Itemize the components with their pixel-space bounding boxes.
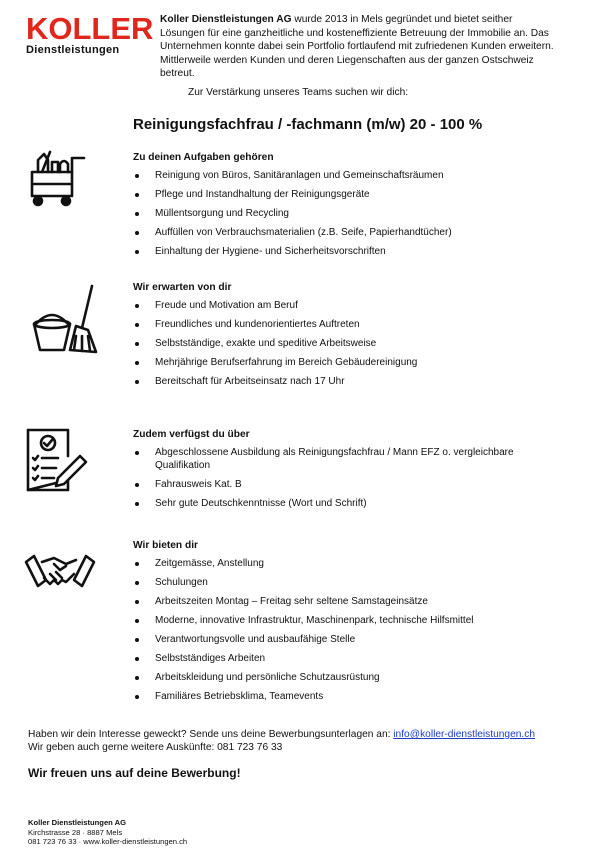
list-item: Auffüllen von Verbrauchsmaterialien (z.B. Seife, Papierhandtücher) <box>133 226 573 239</box>
company-logo <box>26 11 154 56</box>
list-item: Reinigung von Büros, Sanitäranlagen und Gemeinschaftsräumen <box>133 169 573 182</box>
section-heading: Zu deinen Aufgaben gehören <box>133 152 274 163</box>
list-item: Müllentsorgung und Recycling <box>133 207 573 220</box>
list-item: Mehrjährige Berufserfahrung im Bereich Gebäudereinigung <box>133 356 573 369</box>
list-item: Abgeschlossene Ausbildung als Reinigungsfachfrau / Mann EFZ o. vergleichbare Qualifikation <box>133 446 573 472</box>
list-item: Freude und Motivation am Beruf <box>133 299 573 312</box>
company-address-block <box>28 818 187 847</box>
contact-line-1 <box>28 728 588 741</box>
list-item: Pflege und Instandhaltung der Reinigungsgeräte <box>133 188 573 201</box>
section-tasks <box>133 152 573 264</box>
list-item: Familiäres Betriebsklima, Teamevents <box>133 690 573 703</box>
list-item: Arbeitszeiten Montag – Freitag sehr seltene Samstageinsätze <box>133 595 573 608</box>
list-item: Zeitgemässe, Anstellung <box>133 557 573 570</box>
list-item: Schulungen <box>133 576 573 589</box>
intro-paragraph <box>160 13 556 81</box>
list-item: Moderne, innovative Infrastruktur, Maschinenpark, technische Hilfsmittel <box>133 614 573 627</box>
contact-invite-text: Haben wir dein Interesse geweckt? Sende uns deine Bewerbungsunterlagen an: <box>28 729 394 740</box>
list-item: Freundliches und kundenorientiertes Auftreten <box>133 318 573 331</box>
checklist-icon <box>24 426 88 494</box>
benefits-list <box>133 557 573 703</box>
job-title: Reinigungsfachfrau / -fachmann (m/w) 20 - 100 % <box>133 116 483 133</box>
bucket-broom-icon <box>30 284 102 356</box>
section-heading: Wir erwarten von dir <box>133 282 232 293</box>
intro-text: wurde 2013 in Mels gegründet und bietet seither Lösungen für eine ganzheitliche und kosteneffiziente Betreuung der Immobilie an. Das Unternehmen konnte dabei sein Portfolio fortlaufend mit zufriedenen Kunden erweitern. Mittlerweile werden Kunden und deren Liegenschaften aus der ganzen Ostschweiz betreut. <box>160 14 554 79</box>
list-item: Arbeitskleidung und persönliche Schutzausrüstung <box>133 671 573 684</box>
company-contact: 081 723 76 33 · www.koller-dienstleistungen.ch <box>28 837 188 846</box>
list-item: Fahrausweis Kat. B <box>133 478 573 491</box>
handshake-icon <box>24 550 96 590</box>
section-qualifications <box>133 429 573 516</box>
section-heading: Wir bieten dir <box>133 540 198 551</box>
search-line: Zur Verstärkung unseres Teams suchen wir dich: <box>188 87 409 98</box>
contact-block <box>28 728 588 754</box>
company-name: Koller Dienstleistungen AG <box>28 818 127 827</box>
list-item: Verantwortungsvolle und ausbaufähige Stelle <box>133 633 573 646</box>
contact-line-2: Wir geben auch gerne weitere Auskünfte: 081 723 76 33 <box>28 742 283 753</box>
list-item: Selbstständiges Arbeiten <box>133 652 573 665</box>
list-item: Bereitschaft für Arbeitseinsatz nach 17 Uhr <box>133 375 573 388</box>
logo-subtitle: Dienstleistungen <box>26 44 120 56</box>
list-item: Selbstständige, exakte und speditive Arbeitsweise <box>133 337 573 350</box>
cleaning-cart-icon <box>24 148 88 208</box>
task-list <box>133 169 573 258</box>
requirements-list <box>133 299 573 388</box>
closing-line: Wir freuen uns auf deine Bewerbung! <box>28 766 241 780</box>
list-item: Sehr gute Deutschkenntnisse (Wort und Schrift) <box>133 497 573 510</box>
section-requirements <box>133 282 573 394</box>
section-heading: Zudem verfügst du über <box>133 429 250 440</box>
section-benefits <box>133 540 573 709</box>
list-item: Einhaltung der Hygiene- und Sicherheitsvorschriften <box>133 245 573 258</box>
intro-company-name: Koller Dienstleistungen AG <box>160 14 292 25</box>
qualifications-list <box>133 446 573 510</box>
email-link[interactable]: info@koller-dienstleistungen.ch <box>393 729 536 740</box>
company-address: Kirchstrasse 28 · 8887 Mels <box>28 827 123 837</box>
logo-wordmark: KOLLER <box>26 11 154 46</box>
